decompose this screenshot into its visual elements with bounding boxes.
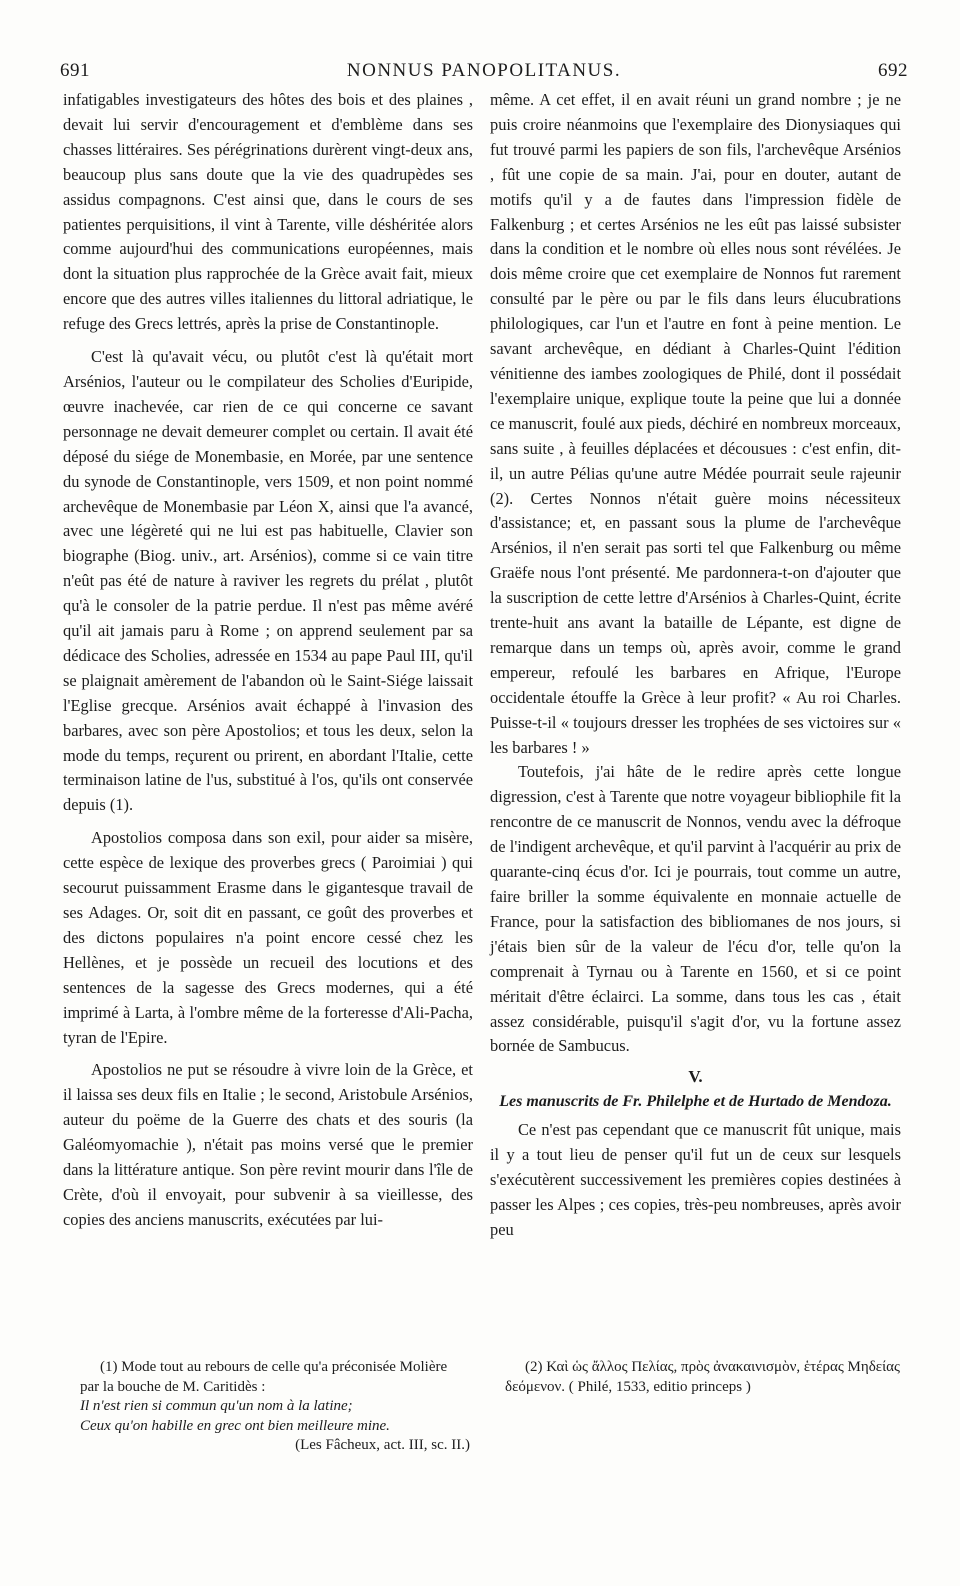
section-title: Les manuscrits de Fr. Philelphe et de Hurtado de Mendoza. <box>499 1093 892 1111</box>
paragraph: Apostolios composa dans son exil, pour aider sa misère, cette espèce de lexique des proverbes grecs ( Paroimiai ) qui secourut puissamment Erasme dans le gigantesque travail de ses Adages. Or, soit dit en passant, ce goût des proverbes et des dictons populaires n'a point encore cessé chez les Hellènes, et je possède un recueil des locutions et des sentences de la sagesse des Grecs modernes, qui a été imprimé à Larta, à l'ombre même de la forteresse d'Ali-Pacha, tyran de l'Epire. <box>63 828 473 1047</box>
right-column <box>490 88 901 1243</box>
running-title: NONNUS PANOPOLITANUS. <box>346 60 622 81</box>
footnote-text: (2) Καὶ ὡς ἄλλος Πελίας, πρὸς ἀνακαινισμὸν, ἑτέρας Μηδείας δεόμενον. ( Philé, 1533, editio princeps ) <box>505 1359 900 1395</box>
paragraph: Apostolios ne put se résoudre à vivre loin de la Grèce, et il laissa ses deux fils en Italie ; le second, Aristobule Arsénios, auteur du poëme de la Guerre des chats et des souris (la Galéomyomachie ), n'était pas moins versé que le premier dans la littérature antique. Son père revint mourir dans l'île de Crète, d'où il envoyait, pour subvenir à sa vieillesse, des copies des anciens manuscrits, exécutées par lui- <box>63 1060 473 1229</box>
footnote-text: (1) Mode tout au rebours de celle qu'a préconisée Molière par la bouche de M. Caritidès : <box>80 1359 448 1395</box>
section-number: V. <box>688 1067 703 1087</box>
paragraph: C'est là qu'avait vécu, ou plutôt c'est là qu'était mort Arsénios, l'auteur ou le compilateur des Scholies d'Euripide, œuvre inachevée, car rien de ce qui concerne ce savant personnage ne devait demeurer complet ou certain. Il avait été déposé du siége de Monembasie, en Morée, par une sentence du synode de Constantinople, vers 1509, et non point nommé archevêque de Monembasie par Léon X, ainsi que l'a avancé, avec une légèreté qui ne lui est pas habituelle, Clavier son biographe (Biog. univ., art. Arsénios), comme si ce vain titre n'eût pas été de nature à raviver les regrets du prélat , plutôt qu'à le consoler de la patrie perdue. Il n'est pas même avéré qu'il ait jamais paru à Rome ; on apprend seulement par sa dédicace des Scholies, adressée en 1534 au pape Paul III, qu'il se plaignait amèrement de l'abandon où le Saint-Siége laissait l'Eglise grecque. Arsénios avait échappé à l'invasion des barbares, avec son père Apostolios; et tous les deux, selon la mode du temps, reçurent ou prirent, en abordant l'Italie, cette terminaison latine de l'us, substitué à l'os, qu'ils ont conservée depuis (1). <box>63 347 473 815</box>
paragraph: Ce n'est pas cependant que ce manuscrit fût unique, mais il y a tout lieu de penser qu'il fut un de ceux sur lesquels s'exécutèrent successivement les premières copies destinées à passer les Alpes ; ces copies, très-peu nombreuses, après avoir peu <box>490 1120 901 1239</box>
paragraph: infatigables investigateurs des hôtes des bois et des plaines , devait lui servir d'encouragement et d'emblème dans ses chasses littéraires. Ses pérégrinations durèrent vingt-deux ans, beaucoup plus sans doute que la vie des quadrupèdes ses assidus compagnons. C'est ainsi que, dans le cours de ses patientes perquisitions, il vint à Tarente, ville déshéritée alors comme aujourd'hui des communications européennes, mais dont la situation plus rapprochée de la Grèce avait fait, mieux encore que des autres villes italiennes du littoral adriatique, le refuge des Grecs lettrés, après la prise de Constantinople. <box>63 90 473 334</box>
running-header <box>60 56 908 86</box>
left-column <box>63 88 473 1233</box>
paragraph: même. A cet effet, il en avait réuni un grand nombre ; je ne puis croire néanmoins que l'exemplaire des Dionysiaques qui fut trouvé parmi les papiers de son fils, l'archevêque Arsénios , fût une copie de sa main. J'ai, pour en douter, autant de motifs qu'il y a de fautes dans l'impression fidèle de Falkenburg ; et certes Arsénios ne les eût pas laissé subsister dans la condition et le nombre où elles nous sont révélées. Je dois même croire que cet exemplaire de Nonnos fut rarement consulté par le père ou par le fils dans leurs élucubrations philologiques, car l'un et l'autre en font à peine mention. Le savant archevêque, en dédiant à Charles-Quint l'édition vénitienne des iambes zoologiques de Philé, dont il possédait l'exemplaire unique, explique toute la peine que lui a donnée ce manuscrit, foulé aux pieds, déchiré en nombreux morceaux, sans suite , à feuilles déplacées et décousues : c'est enfin, dit-il, un autre Pélias qu'une autre Médée pourrait seule rajeunir (2). Certes Nonnos n'était guère moins nécessiteux d'assistance; et, en passant sous la plume de l'archevêque Arsénios, il n'en serait pas sorti tel que Falkenburg ou même Graëfe nous l'ont présenté. Me pardonnera-t-on d'ajouter que la suscription de cette lettre d'Arsénios à Charles-Quint, écrite trente-huit ans avant la bataille de Lépante, est digne de remarque dans un temps où, après avoir, comme le grand empereur, refoulé les barbares en Afrique, l'Europe occidentale étouffe la Grèce à leur profit? « Au roi Charles. Puisse-t-il « toujours dresser les trophées de ses victoires sur « les barbares ! » <box>490 90 901 757</box>
footnote-2 <box>505 1358 905 1397</box>
footnote-attribution: (Les Fâcheux, act. III, sc. II.) <box>295 1437 470 1453</box>
paragraph: Toutefois, j'ai hâte de le redire après cette longue digression, c'est à Tarente que notre voyageur bibliophile fit la rencontre de ce manuscrit de Nonnos, vendu avec la défroque de l'indigent archevêque, et qu'il parvint à l'acquérir au prix de quarante-cinq écus d'or. Ici je pourrais, tout comme un autre, faire briller la somme équivalente en monnaie actuelle de France, pour la satisfaction des bibliomanes de nos jours, si j'étais bien sûr de la valeur de l'écu d'or, telle qu'on la comprenait à Tyrnau ou à Tarente en 1560, et si ce point méritait d'être éclairci. La somme, dans tous les cas , était assez considérable, puisqu'il s'agit d'or, vu la fortune assez bornée de Sambucus. <box>490 762 901 1056</box>
left-page-number: 691 <box>60 60 90 81</box>
right-page-number: 692 <box>878 60 908 81</box>
footnote-verse: Ceux qu'on habille en grec ont bien meilleure mine. <box>80 1417 390 1434</box>
footnote-1 <box>80 1358 470 1456</box>
footnote-verse: Il n'est rien si commun qu'un nom à la latine; <box>80 1398 353 1414</box>
